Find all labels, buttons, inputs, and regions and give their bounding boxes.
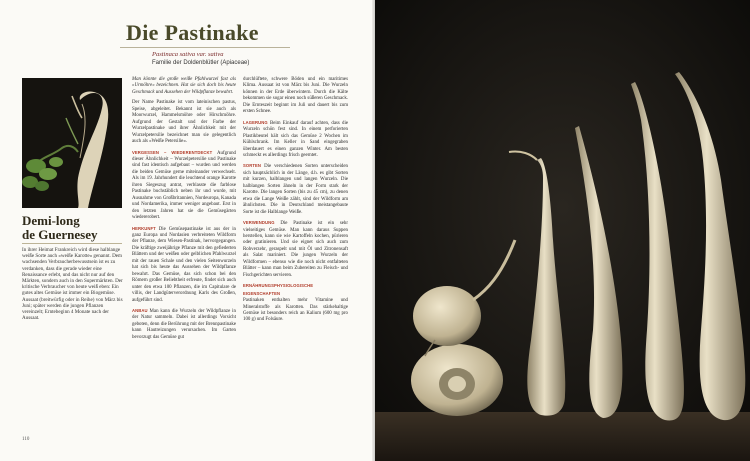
keyword-usage: VERWENDUNG: [243, 220, 275, 226]
paragraph-name-origin: Der Name Pastinake ist vom lateinischen pastus, Speise, abgeleitet. Bekannt ist sie auch als Moorwurzel, Hammelsmöhre oder Hirschmöhre. Aufgrund der Gestalt und der Farbe der Wurzelpastinake und ihrer Ähnlichkeit mit der Wurzelpetersilie bezeichnet man sie gelegentlich auch als »Weiße Petersilie«.: [132, 100, 236, 145]
right-page-photo: [375, 0, 750, 461]
paragraph-varieties-text: Die verschiedenen Sorten unterscheiden sich hauptsächlich in der Länge, d.h. es gibt Sorten mit kurzen, halblangen und langen Wurzeln. Die halblangen Sorten ähneln in der Form stark der Karotte. Die langen Sorten (bis zu 45 cm), zu denen etwa die Lange Weiße zählt, sind der Wildform am ähnlichsten. Die in Deutschland meistangebaute Sorte ist die Halblange Weiße.: [243, 164, 348, 215]
paragraph-forgotten-text: Aufgrund dieser Ähnlichkeit – Wurzelpetersilie und Pastinake sind fast identisch aufgebaut – wurden und werden die beiden Gemüse gerne miteinander verwechselt. Als im 19. Jahrhundert die leuchtend orange Karotte ihren Siegeszug antrat, verblasste die farblose Pastinake buchstäblich neben ihr und wurde, mit Ausnahme von Großbritannien, Nordeuropa, Kanada und Nordamerika, immer weniger angebaut. Erst in den letzten Jahren hat sie die Gemüsegärten wiedererobert.: [132, 150, 236, 221]
intro-paragraph: Man könnte die große weiße Pfahlwurzel fast als »Urmöhre« bezeichnen. Hat sie sich doch bis heute Geschmack und Aussehen der Wildpflanze bewahrt.: [132, 77, 236, 95]
paragraph-storage-text: Beim Einkauf darauf achten, dass die Wurzeln schön fest sind. In einem perforierten Plastikbeutel hält sich das Gemüse 2 Wochen im Kühlschrank. Im Keller in Sand eingegraben überdauert es einen ganzen Winter. Am besten schmeckt es allerdings frisch geerntet.: [243, 120, 348, 158]
paragraph-usage: [243, 220, 348, 279]
paragraph-nutrition: [243, 283, 348, 324]
paragraph-storage: [243, 120, 348, 160]
text-column-2: [243, 77, 348, 328]
text-column-1: [132, 77, 236, 345]
page-title: Die Pastinake: [126, 20, 259, 45]
paragraph-cultivation-text: Man kann die Wurzeln der Wildpflanze in der Natur sammeln. Dabei ist allerdings Vorsicht geboten, denn die Berührung mit der Brennpastinake kann Hautreizungen verursachen. Im Garten bevorzugt das Gemüse gut: [132, 308, 236, 340]
paragraph-origin-text: Die Gemüsepastinake ist aus der in ganz Europa und Nordasien verbreiteten Wildform der Pflanze, dem Wiesen-Pastinak, hervorgegangen. Die kräftige zweijährige Pflanze mit den gefiederten Blättern und der weißen oder gelblichen Pfahlwurzel mit der rauen Schale und den vielen Seitenwurzeln hat sich bis heute das Aussehen der Wildpflanze bewahrt. Das Gemüse, das sich schon bei den Römern großer Beliebtheit erfreute, findet sich auch unter den etwa 100 Pflanzen, die im Capitulare de villis, der Landgüterverordnung Karls des Großen, aufgeführt sind.: [132, 226, 236, 303]
keyword-storage: LAGERUNG: [243, 119, 268, 125]
paragraph-origin: [132, 226, 236, 304]
paragraph-forgotten: [132, 150, 236, 222]
soil-ground: [375, 412, 750, 461]
parsnip-plant-illustration: [22, 78, 122, 208]
keyword-forgotten: VERGESSEN – WIEDERENTDECKT: [132, 149, 213, 155]
paragraph-nutrition-text: Pastinaken enthalten mehr Vitamine und Mineralstoffe als Karotten. Das stärkehaltige Gemüse ist besonders reich an Kalium (600 mg pro 100 g) und Folsäure.: [243, 298, 348, 323]
paragraph-varieties: [243, 163, 348, 216]
keyword-origin: HERKUNFT: [132, 225, 156, 231]
variety-heading-line1: Demi-long: [22, 213, 80, 228]
latin-name: Pastinaca sativa var. sativa: [152, 51, 224, 58]
plant-family: Familie der Doldenblütler (Apiaceae): [152, 60, 250, 66]
variety-heading-line2: de Guernesey: [22, 227, 98, 242]
variety-heading: [22, 214, 97, 242]
paragraph-soil: durchlüftete, schwere Böden und ein maritimes Klima. Aussaat ist von März bis Juni. Die Wurzeln können in der Erde überwintern. Durch die Kälte bekommen sie sogar einen noch süßeren Geschmack. Die Ernteszeit beginnt im Juli und dauert bis zum ersten Schnee.: [243, 77, 348, 115]
title-divider: [120, 47, 290, 48]
paragraph-usage-text: Die Pastinake ist ein sehr vielseitiges Gemüse. Man kann daraus Suppen herstellen, kann sie wie Kartoffeln kochen, pürieren oder gratinieren. Und sie eignet sich auch zum Rohverzehr, geraspelt und mit Öl und Zitronensaft als Salat mariniert. Die jungen Wurzeln der Wildformen – ebenso wie die noch nicht entfalteten Blätter – kann man beim Zubereiten zu Fleisch- und Fischgerichten servieren.: [243, 221, 348, 278]
paragraph-cultivation: [132, 308, 236, 341]
parsnip-plant-photo: [22, 78, 122, 208]
variety-divider: [22, 243, 122, 244]
keyword-varieties: SORTEN: [243, 163, 262, 169]
keyword-nutrition: ERNÄHRUNGSPHYSIOLOGISCHE EIGENSCHAFTEN: [243, 283, 314, 296]
variety-text: In ihrer Heimat Frankreich wird diese halblange weiße Sorte auch »weiße Karotte« genannt. Dem wachsenden Verbraucherbewusstsein ist es zu verdanken, dass die gerade wieder eine Renaissance erlebt, und das nicht nur auf den Märkten, sondern auch in den Supermärkten. Der kritische Verbraucher von heute weiß eben: Ein gutes altes Gemüse ist immer ein Biogemüse. Aussaat (breitwürfig oder in Reihe) von März bis Juni; später werden die jungen Pflanzen vereinzelt; Erntebeginn 4 Monate nach der Aussaat.: [22, 247, 123, 322]
page-number: 110: [22, 437, 30, 442]
keyword-cultivation: ANBAU: [132, 307, 148, 313]
parsnips-photo: [375, 0, 750, 461]
